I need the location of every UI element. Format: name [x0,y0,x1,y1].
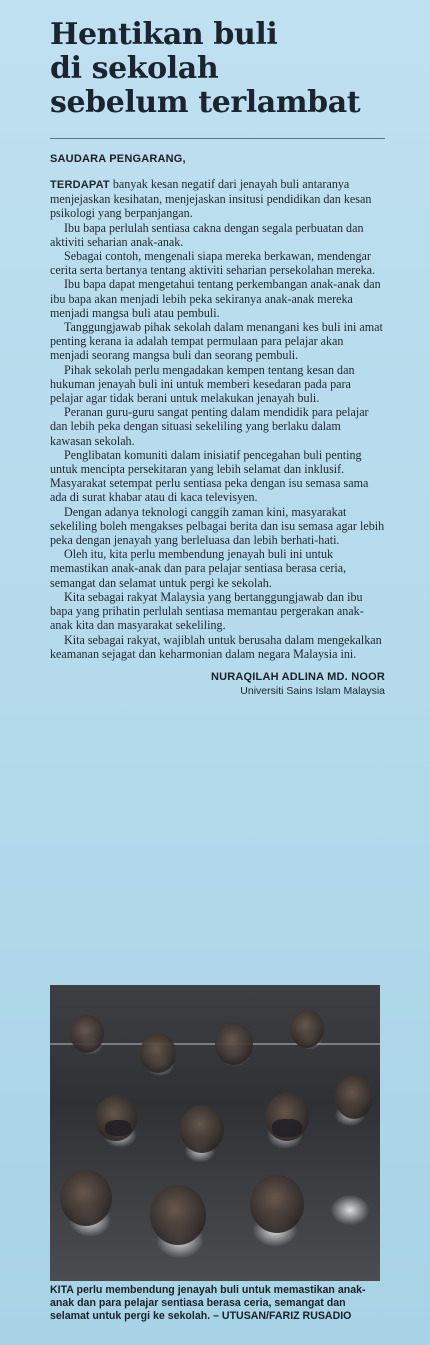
student-head [140,1033,176,1073]
photo-caption: KITA perlu membendung jenayah buli untuk memastikan anak-anak dan para pelajar sentiasa berasa ceria, semangat dan selamat untuk pergi ke sekolah. – UTUSAN/FARIZ RUSADIO [50,1284,366,1322]
paragraph-1-text: banyak kesan negatif dari jenayah buli antaranya menjejaskan kesihatan, menjejaskan insitusi pendidikan dan kesan psikologi yang berpanjangan. [50,177,372,221]
headline-line-1: Hentikan buli [50,17,278,52]
paragraph-6: Pihak sekolah perlu mengadakan kempen tentang kesan dan hukuman jenayah buli ini untuk memberi kesedaran pada para pelajar agar tidak berani untuk melakukan jenayah buli. [50,362,355,406]
salutation: SAUDARA PENGARANG, [50,153,186,165]
students-photo [50,985,380,1281]
face-mask [105,1120,131,1136]
author-name: NURAQILAH ADLINA MD. NOOR [210,670,385,683]
author-affiliation: Universiti Sains Islam Malaysia [240,684,385,697]
student-head [215,1023,253,1065]
paragraph-10: Oleh itu, kita perlu membendung jenayah buli ini untuk memastikan anak-anak dan para pelajar sentiasa berasa ceria, semangat dan selamat untuk pergi ke sekolah. [50,547,347,590]
article-headline [50,10,385,120]
face-mask [272,1119,302,1137]
paragraph-4: Ibu bapa dapat mengetahui tentang perkembangan anak-anak dan ibu bapa akan menjadi lebih peka sekiranya anak-anak mereka menjadi mangsa buli atau pembuli. [50,277,381,320]
student-head [150,1185,206,1245]
headline-divider [50,138,385,139]
student-head [60,1170,112,1226]
article-body [50,177,385,661]
paragraph-12: Kita sebagai rakyat, wajiblah untuk berusaha dalam mengekalkan keamanan sejagat dan keharmonian dalam negara Malaysia ini. [50,632,382,661]
paragraph-1 [50,177,385,221]
paragraph-8: Penglibatan komuniti dalam inisiatif pencegahan buli penting untuk mencipta persekitaran yang lebih selamat dan inklusif. Masyarakat setempat perlu sentiasa peka dengan isu semasa sama ada di surat khabar atau di kaca televisyen. [50,447,369,505]
student-head [70,1015,104,1053]
student-head [180,1105,224,1153]
paragraph-3: Sebagai contoh, mengenali siapa mereka berkawan, mendengar cerita serta bertanya tentang aktiviti seharian persekolahan mereka. [50,249,376,278]
paragraph-9: Dengan adanya teknologi canggih zaman kini, masyarakat sekeliling boleh mengakses pelbagai berita dan isu semasa agar lebih peka dengan jenayah yang berleluasa dan lebih berhati-hati. [50,504,385,548]
byline [50,671,385,697]
student-head [335,1075,373,1119]
student-head [250,1175,304,1233]
student-head [290,1010,324,1048]
headline-line-2: di sekolah [50,51,219,86]
lead-word: TERDAPAT [50,179,110,191]
paragraph-11: Kita sebagai rakyat Malaysia yang bertanggungjawab dan ibu bapa yang prihatin perlulah sentiasa memantau pergerakan anak-anak kita dan masyarakat sekeliling. [50,589,364,633]
paragraph-7: Peranan guru-guru sangat penting dalam mendidik para pelajar dan lebih peka dengan situasi sekeliling yang berlaku dalam kawasan sekolah. [50,405,369,448]
article-column [50,10,385,1340]
paragraph-5: Tanggungjawab pihak sekolah dalam menangani kes buli ini amat penting kerana ia adalah tempat permulaan para pelajar akan menjadi seorang mangsa buli dan seorang pembuli. [50,320,383,363]
paragraph-2: Ibu bapa perlulah sentiasa cakna dengan segala perbuatan dan aktiviti seharian anak-anak. [50,220,364,249]
headline-line-3: sebelum terlambat [50,85,361,120]
